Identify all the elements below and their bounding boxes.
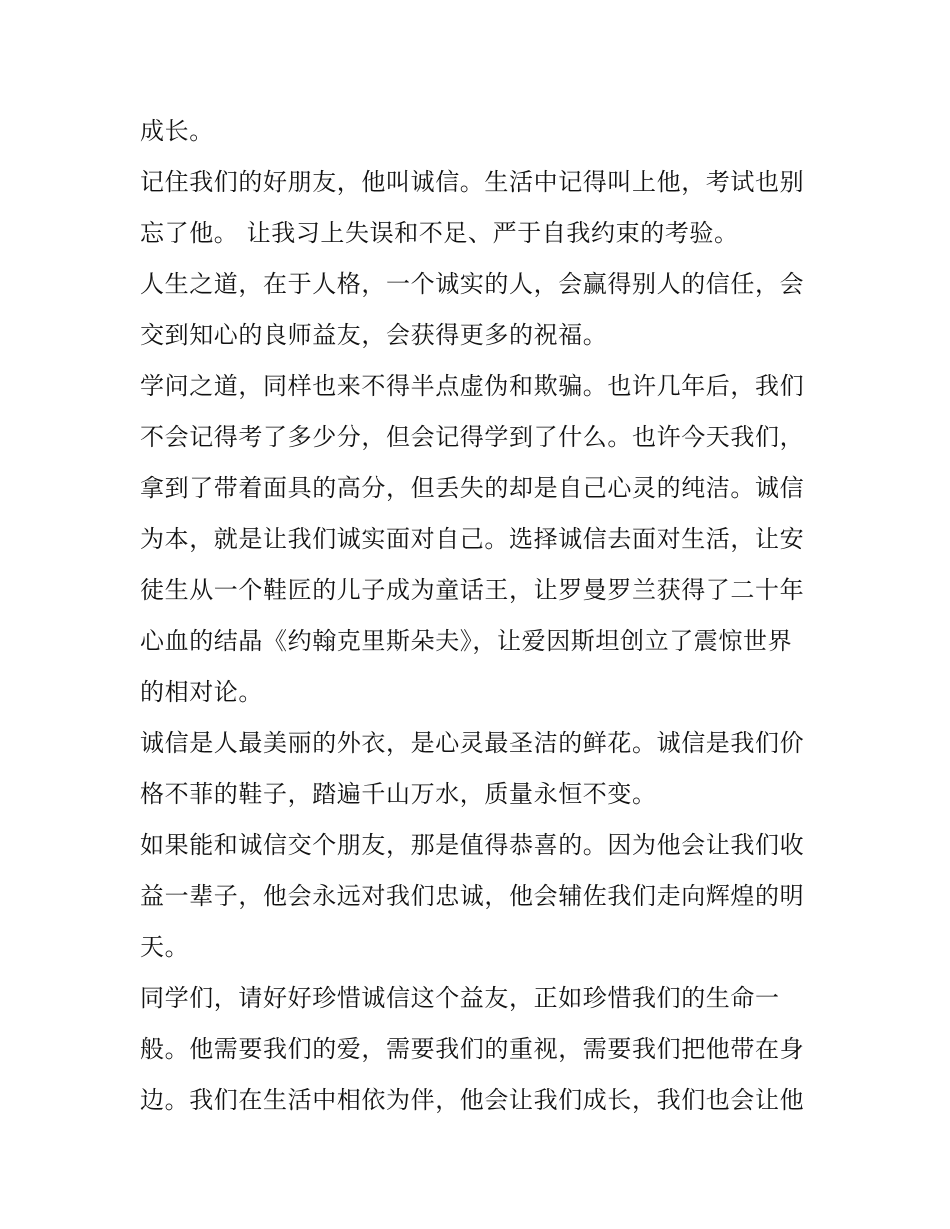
text-line: 为本，就是让我们诚实面对自己。选择诚信去面对生活，让安	[140, 525, 805, 553]
text-line: 记住我们的好朋友，他叫诚信。生活中记得叫上他，考试也别	[140, 168, 805, 196]
text-line: 不会记得考了多少分，但会记得学到了什么。也许今天我们，	[140, 423, 805, 451]
text-line: 如果能和诚信交个朋友，那是值得恭喜的。因为他会让我们收	[140, 831, 805, 859]
text-line: 交到知心的良师益友，会获得更多的祝福。	[140, 321, 608, 349]
text-line: 诚信是人最美丽的外衣，是心灵最圣洁的鲜花。诚信是我们价	[140, 729, 805, 757]
text-line: 的相对论。	[140, 678, 263, 706]
text-line: 同学们，请好好珍惜诚信这个益友，正如珍惜我们的生命一	[140, 984, 780, 1012]
text-line: 学问之道，同样也来不得半点虚伪和欺骗。也许几年后，我们	[140, 372, 805, 400]
text-line: 心血的结晶《约翰克里斯朵夫》，让爱因斯坦创立了震惊世界	[140, 627, 793, 655]
text-line: 般。他需要我们的爱，需要我们的重视，需要我们把他带在身	[140, 1035, 805, 1063]
text-line: 边。我们在生活中相依为伴，他会让我们成长，我们也会让他	[140, 1086, 805, 1114]
text-line: 徒生从一个鞋匠的儿子成为童话王，让罗曼罗兰获得了二十年	[140, 576, 805, 604]
text-line: 成长。	[140, 117, 214, 145]
text-line: 人生之道，在于人格，一个诚实的人，会赢得别人的信任，会	[140, 270, 805, 298]
text-line: 益一辈子，他会永远对我们忠诚，他会辅佐我们走向辉煌的明	[140, 882, 805, 910]
text-line: 拿到了带着面具的高分，但丢失的却是自己心灵的纯洁。诚信	[140, 474, 805, 502]
document-body	[140, 106, 820, 1126]
text-line: 格不菲的鞋子，踏遍千山万水，质量永恒不变。	[140, 780, 657, 808]
text-line: 天。	[140, 933, 190, 961]
text-line: 忘了他。 让我习上失误和不足、严于自我约束的考验。	[140, 219, 739, 247]
